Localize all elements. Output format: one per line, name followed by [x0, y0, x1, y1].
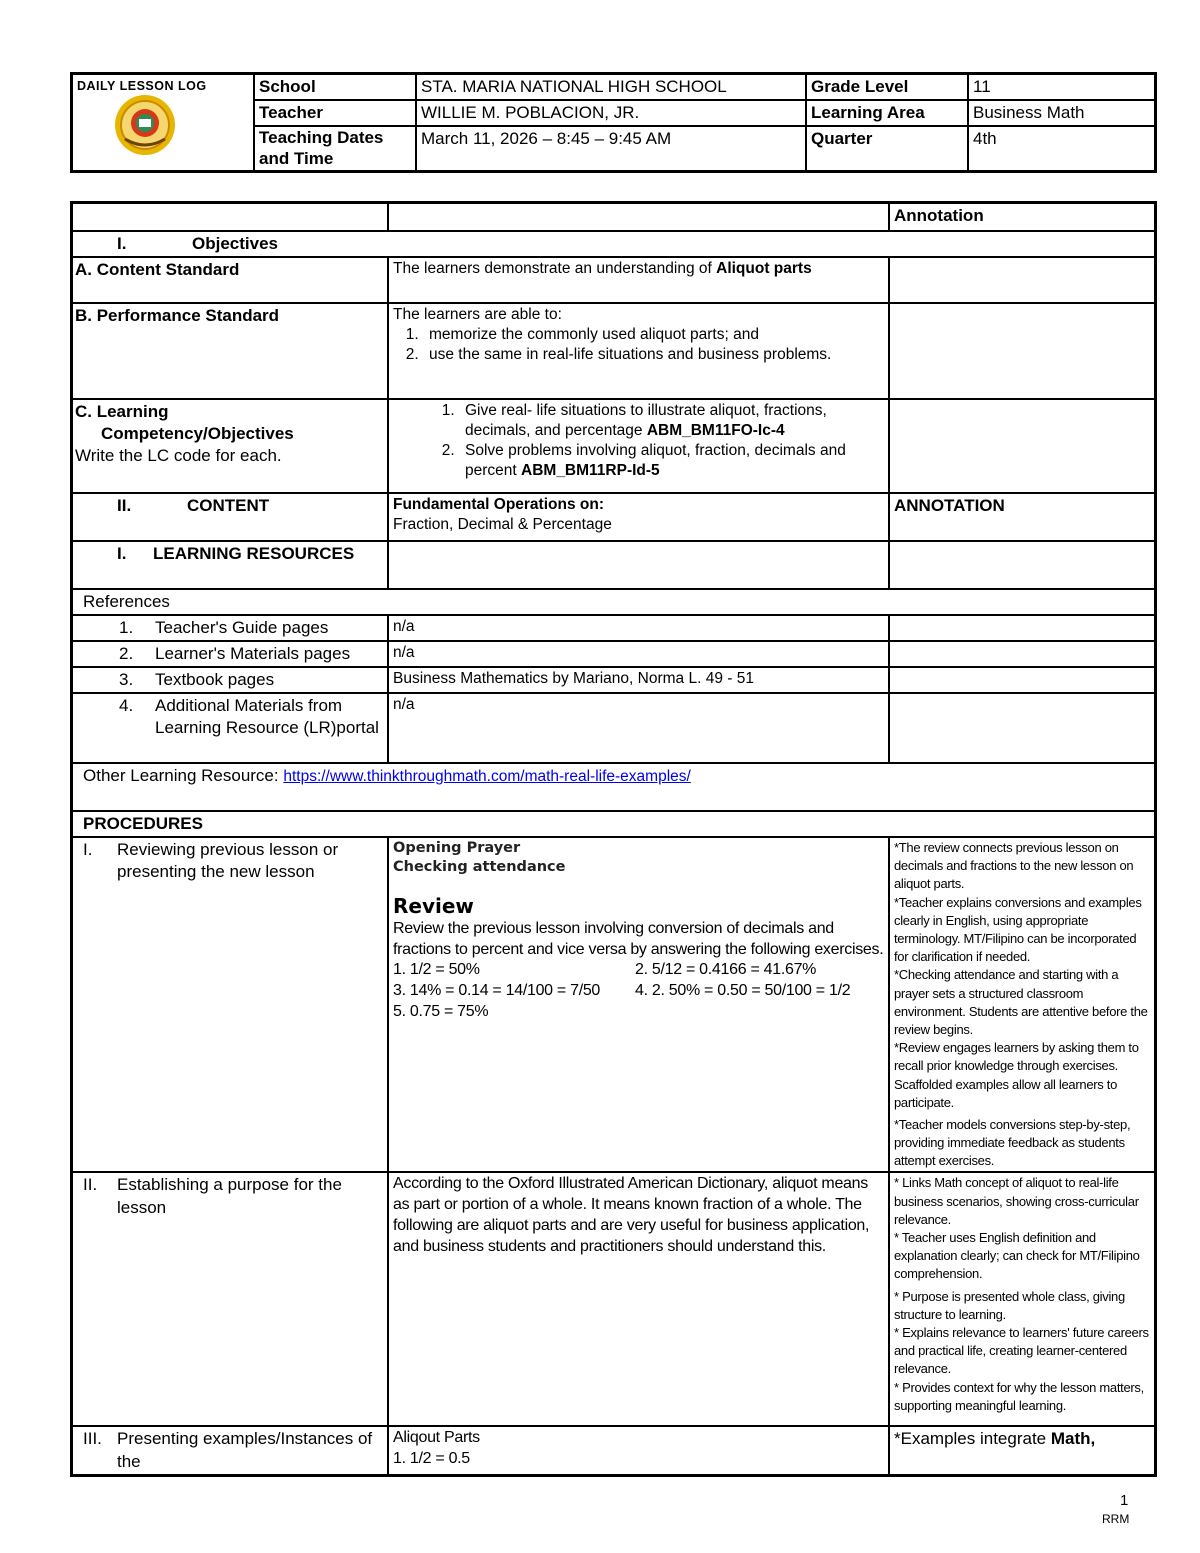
- lc-label-1: C. Learning: [75, 401, 169, 421]
- exercise: 3. 14% = 0.14 = 14/100 = 7/50: [393, 982, 601, 1000]
- blank-cell: [388, 541, 889, 589]
- exercise: 5. 0.75 = 75%: [393, 1002, 489, 1020]
- school-value: STA. MARIA NATIONAL HIGH SCHOOL: [416, 74, 806, 101]
- blank-cell: [72, 203, 389, 231]
- performance-item: 2. use the same in real-life situations and business problems.: [423, 345, 884, 365]
- exercise: 4. 2. 50% = 0.50 = 50/100 = 1/2: [635, 982, 851, 1000]
- review-text: Review the previous lesson involving conversion of decimals and fractions to percent and vice versa by answering the following exercises.: [393, 919, 884, 958]
- logo-cell: [72, 74, 255, 172]
- procedure-content-cell: According to the Oxford Illustrated American Dictionary, aliquot means as part or portion of a whole. It means known fraction of a whole. The following are aliquot parts and are very useful for business application, and business students and practitioners should understand this.: [388, 1172, 889, 1426]
- annotation-cell: [889, 693, 1156, 763]
- aliquot-title: Aliqout Parts: [393, 1429, 480, 1447]
- content-label: CONTENT: [187, 495, 270, 515]
- procedure-content-cell: [388, 837, 889, 1172]
- blank-cell: [889, 541, 1156, 589]
- annotation-cell: [889, 303, 1156, 399]
- footer-initials: RRM: [1102, 1512, 1130, 1526]
- content-heading: [72, 493, 389, 541]
- references-heading: References: [72, 589, 1156, 615]
- objectives-label: Objectives: [192, 233, 278, 253]
- ref-value: Business Mathematics by Mariano, Norma L. 49 - 51: [388, 667, 889, 693]
- exercise: 2. 5/12 = 0.4166 = 41.67%: [635, 961, 817, 979]
- lc-note: Write the LC code for each.: [75, 445, 282, 465]
- other-lr-label: Other Learning Resource:: [83, 765, 284, 785]
- procedure-label-cell: [72, 1172, 389, 1426]
- lesson-log-table: [70, 201, 1157, 1477]
- learning-resources-heading: [72, 541, 389, 589]
- content-standard-body: The learners demonstrate an understanding of: [393, 259, 717, 277]
- lc-item-text: Solve problems involving aliquot, fraction, decimals and percent: [465, 441, 846, 480]
- ref-label: Textbook pages: [155, 669, 275, 689]
- annotation-cell: [889, 399, 1156, 493]
- ref-value: n/a: [388, 693, 889, 763]
- content-text: [388, 493, 889, 541]
- ref-label: Learner's Materials pages: [155, 643, 351, 663]
- annotation-cell: [889, 667, 1156, 693]
- learning-area-value: Business Math: [968, 100, 1156, 126]
- content-body: Fraction, Decimal & Percentage: [393, 515, 612, 533]
- proc-label: Establishing a purpose for the lesson: [117, 1175, 342, 1217]
- proc-label: Presenting examples/Instances of the: [117, 1429, 373, 1471]
- ref-value: n/a: [388, 615, 889, 641]
- content-annotation: ANNOTATION: [889, 493, 1156, 541]
- ref-num: 1.: [119, 617, 134, 637]
- performance-standard-label: B. Performance Standard: [72, 303, 389, 399]
- annotation-cell: [889, 641, 1156, 667]
- lc-item: [459, 441, 884, 481]
- lc-item-code: ABM_BM11RP-Id-5: [521, 462, 660, 480]
- grade-value: 11: [968, 74, 1156, 101]
- grade-label: Grade Level: [806, 74, 968, 101]
- quarter-value: 4th: [968, 126, 1156, 171]
- aliquot-item: 1. 1/2 = 0.5: [393, 1450, 470, 1468]
- procedures-heading: PROCEDURES: [72, 811, 1156, 837]
- exercise-row: [393, 981, 884, 1002]
- ref-num: 2.: [119, 643, 134, 663]
- lr-label: LEARNING RESOURCES: [153, 543, 355, 563]
- lc-item-text: Give real- life situations to illustrate aliquot, fractions, decimals, and percentage: [465, 401, 827, 439]
- objectives-num: I.: [117, 233, 127, 253]
- header-table: [70, 72, 1157, 173]
- ref-num: 4.: [119, 695, 134, 715]
- dates-value: March 11, 2026 – 8:45 – 9:45 AM: [416, 126, 806, 171]
- annotation-note: * Links Math concept of aliquot to real-life business scenarios, showing cross-curricular relevance.: [894, 1175, 1139, 1227]
- performance-item: 1. memorize the commonly used aliquot parts; and: [423, 325, 884, 345]
- procedure-label-cell: [72, 1426, 389, 1475]
- annotation-note: *Teacher models conversions step-by-step, providing immediate feedback as students attempt exercises.: [894, 1116, 1131, 1169]
- proc-num: I.: [83, 840, 93, 860]
- school-label: School: [254, 74, 416, 101]
- teacher-value: WILLIE M. POBLACION, JR.: [416, 100, 806, 126]
- content-standard-bold: Aliquot parts: [716, 259, 812, 277]
- proc-num: III.: [83, 1429, 102, 1449]
- exercise: 1. 1/2 = 50%: [393, 961, 480, 979]
- lc-item-code: ABM_BM11FO-Ic-4: [646, 421, 785, 439]
- content-standard-label: A. Content Standard: [72, 257, 389, 303]
- content-standard-text: [388, 257, 889, 303]
- annotation-cell: [889, 257, 1156, 303]
- annotation-note: *Checking attendance and starting with a prayer sets a structured classroom environment. Students are attentive before the review begins.: [894, 967, 1148, 1037]
- school-seal-logo: [113, 93, 177, 157]
- annotation-cell: [889, 615, 1156, 641]
- objectives-heading: [72, 231, 1156, 257]
- blank-cell: [388, 203, 889, 231]
- lc-label-2: Competency/Objectives: [101, 423, 294, 443]
- ref-label-cell: [72, 641, 389, 667]
- procedure-annotation-cell: [889, 1426, 1156, 1475]
- content-bold: Fundamental Operations on:: [393, 495, 604, 513]
- other-learning-resource: [72, 763, 1156, 811]
- quarter-label: Quarter: [806, 126, 968, 171]
- other-lr-link[interactable]: https://www.thinkthroughmath.com/math-real-life-examples/: [283, 767, 691, 785]
- proc-label: Reviewing previous lesson or presenting the new lesson: [117, 840, 339, 882]
- learning-area-label: Learning Area: [806, 100, 968, 126]
- ref-value: n/a: [388, 641, 889, 667]
- exercise-row: [393, 960, 884, 981]
- annotation-note: * Purpose is presented whole class, giving structure to learning.: [894, 1288, 1125, 1322]
- performance-intro: The learners are able to:: [393, 305, 562, 323]
- checking-attendance: Checking attendance: [393, 858, 566, 875]
- lr-num: I.: [117, 543, 127, 563]
- ref-label-cell: [72, 667, 389, 693]
- annotation-note: * Explains relevance to learners' future careers and practical life, creating learner-centered relevance.: [894, 1324, 1149, 1377]
- procedure-label-cell: [72, 837, 389, 1172]
- annotation-bold: Math,: [1050, 1429, 1096, 1449]
- review-title: Review: [393, 893, 474, 918]
- content-num: II.: [117, 495, 132, 515]
- opening-prayer: Opening Prayer: [393, 840, 521, 857]
- ref-label: Additional Materials from Learning Resource (LR)portal: [155, 695, 379, 738]
- log-title: DAILY LESSON LOG: [77, 79, 207, 93]
- procedure-annotation-cell: [889, 837, 1156, 1172]
- teacher-label: Teacher: [254, 100, 416, 126]
- annotation-header: Annotation: [889, 203, 1156, 231]
- annotation-note: * Teacher uses English definition and explanation clearly; can check for MT/Filipino comprehension.: [894, 1230, 1140, 1282]
- ref-label-cell: [72, 615, 389, 641]
- ref-label: Teacher's Guide pages: [155, 617, 329, 637]
- lc-item: [459, 401, 884, 441]
- procedure-content-cell: [388, 1426, 889, 1475]
- performance-standard-text: [388, 303, 889, 399]
- annotation-note: *The review connects previous lesson on decimals and fractions to the new lesson on aliquot parts.: [894, 840, 1134, 892]
- ref-num: 3.: [119, 669, 134, 689]
- ref-label-cell: [72, 693, 389, 763]
- annotation-note: * Provides context for why the lesson matters, supporting meaningful learning.: [894, 1379, 1144, 1413]
- proc-num: II.: [83, 1175, 98, 1195]
- annotation-note: *Review engages learners by asking them to recall prior knowledge through exercises. Scaffolded examples allow all learners to participate.: [894, 1040, 1139, 1110]
- learning-competency-text: [388, 399, 889, 493]
- annotation-note: *Teacher explains conversions and examples clearly in English, using appropriate terminology. MT/Filipino can be incorporated for clarification if needed.: [894, 894, 1142, 965]
- page-number: 1: [1120, 1492, 1129, 1509]
- dates-label: Teaching Dates and Time: [254, 126, 416, 171]
- learning-competency-label: [72, 399, 389, 493]
- procedure-annotation-cell: [889, 1172, 1156, 1426]
- annotation-text: *Examples integrate: [894, 1429, 1051, 1449]
